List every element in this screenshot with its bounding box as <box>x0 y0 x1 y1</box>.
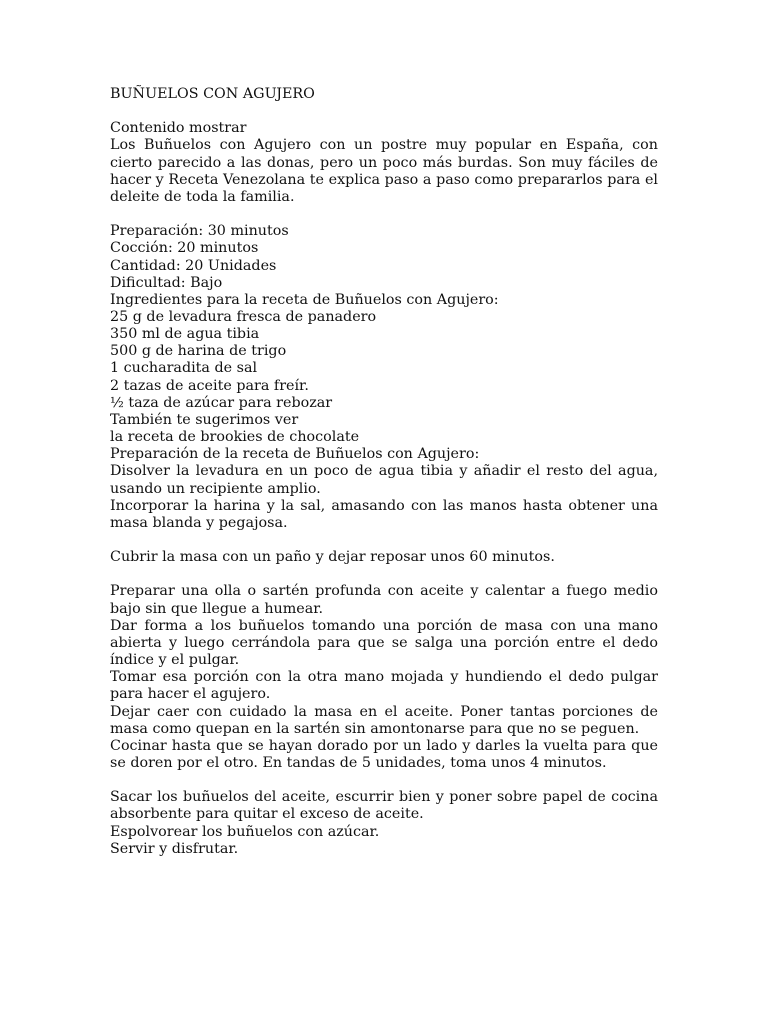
info-cooking-time: Cocción: 20 minutos <box>110 240 259 257</box>
step-paragraph: Espolvorear los buñuelos con azúcar. <box>110 823 380 840</box>
ingredient-item: ½ taza de azúcar para rebozar <box>110 394 333 411</box>
blank-line <box>110 566 658 583</box>
ingredient-item: 25 g de levadura fresca de panadero <box>110 309 377 325</box>
step-paragraph: Cocinar hasta que se hayan dorado por un lado y darles la vuelta para que se doren por el otro. En tandas de 5 unidades, toma unos 4 minutos. <box>110 737 658 772</box>
suggestion-link: la receta de brookies de chocolate <box>110 429 360 446</box>
step-paragraph: Cubrir la masa con un paño y dejar reposar unos 60 minutos. <box>110 549 555 566</box>
document-title: BUÑUELOS CON AGUJERO <box>110 86 315 102</box>
blank-line <box>110 772 658 789</box>
step-paragraph: Dejar caer con cuidado la masa en el aceite. Poner tantas porciones de masa como quepan en la sartén sin amontonarse para que no se peguen. <box>110 703 658 737</box>
step-paragraph: Servir y disfrutar. <box>110 840 239 857</box>
step-paragraph: Incorporar la harina y la sal, amasando con las manos hasta obtener una masa blanda y pegajosa. <box>110 497 658 531</box>
ingredient-item: 500 g de harina de trigo <box>110 343 287 360</box>
info-quantity: Cantidad: 20 Unidades <box>110 257 277 274</box>
blank-line <box>110 103 658 120</box>
step-paragraph: Sacar los buñuelos del aceite, escurrir bien y poner sobre papel de cocina absorbente para quitar el exceso de aceite. <box>110 789 658 823</box>
step-paragraph: Disolver la levadura en un poco de agua tibia y añadir el resto del agua, usando un recipiente amplio. <box>110 463 658 497</box>
document-page <box>110 86 658 858</box>
ingredient-item: 350 ml de agua tibia <box>110 326 260 343</box>
ingredient-item: 1 cucharadita de sal <box>110 360 258 377</box>
info-difficulty: Dificultad: Bajo <box>110 274 223 291</box>
contenido-toggle-label: Contenido mostrar <box>110 120 247 137</box>
step-paragraph: Dar forma a los buñuelos tomando una porción de masa con una mano abierta y luego cerrándola para que se salga una porción entre el dedo índice y el pulgar. <box>110 617 658 669</box>
step-paragraph: Preparar una olla o sartén profunda con aceite y calentar a fuego medio bajo sin que llegue a humear. <box>110 583 658 617</box>
preparation-heading: Preparación de la receta de Buñuelos con Agujero: <box>110 446 480 463</box>
blank-line <box>110 206 658 223</box>
blank-line <box>110 532 658 549</box>
ingredients-heading: Ingredientes para la receta de Buñuelos con Agujero: <box>110 291 499 308</box>
suggestion-intro: También te sugerimos ver <box>110 411 299 428</box>
ingredient-item: 2 tazas de aceite para freír. <box>110 377 309 394</box>
step-paragraph: Tomar esa porción con la otra mano mojada y hundiendo el dedo pulgar para hacer el agujero. <box>110 669 658 703</box>
info-preparation-time: Preparación: 30 minutos <box>110 223 289 240</box>
intro-paragraph: Los Buñuelos con Agujero con un postre muy popular en España, con cierto parecido a las donas, pero un poco más burdas. Son muy fáciles de hacer y Receta Venezolana te explica paso a paso como prepararlos para el deleite de toda la familia. <box>110 137 658 205</box>
